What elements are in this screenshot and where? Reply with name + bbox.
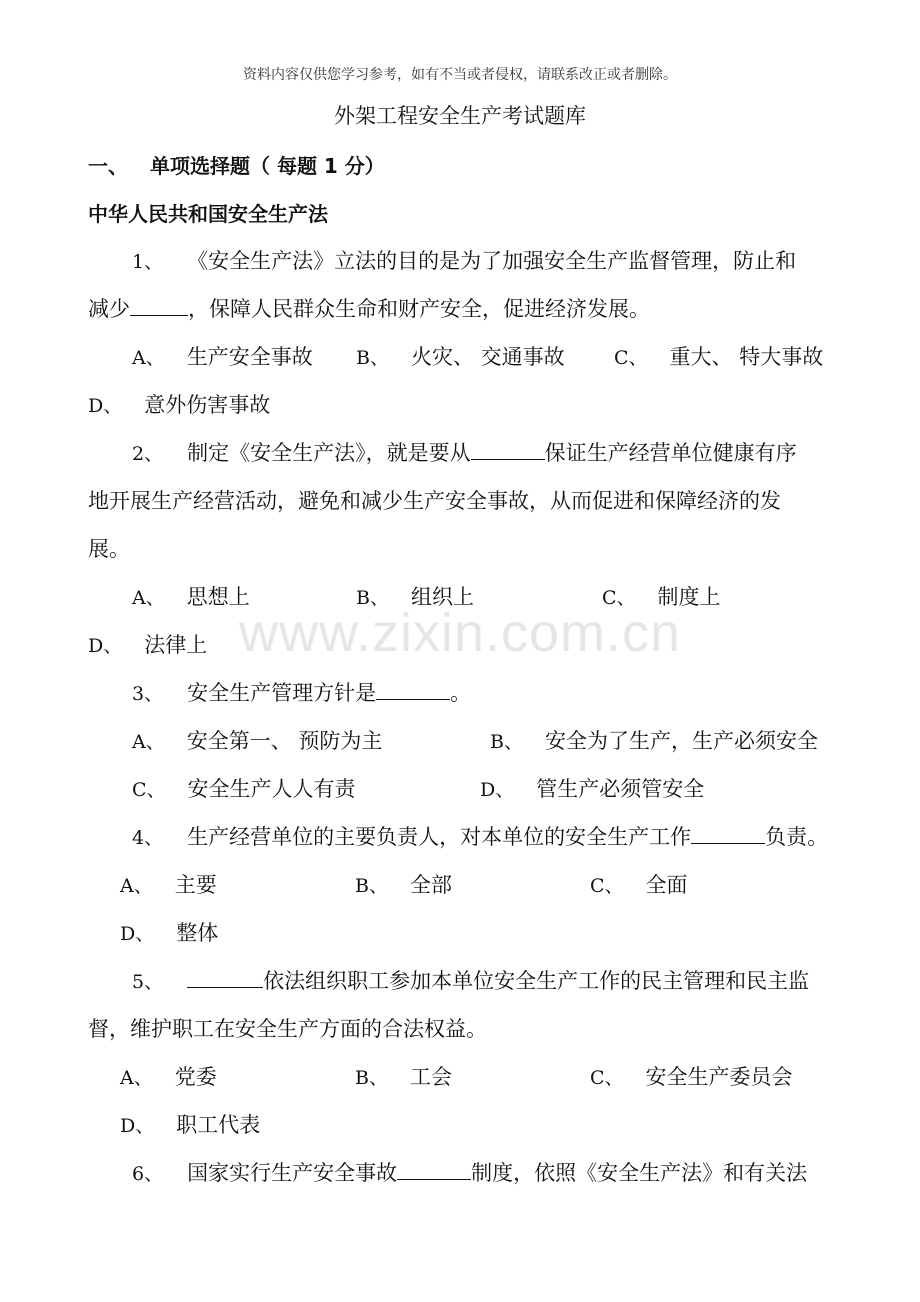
question-5-line-2: 督，维护职工在安全生产方面的合法权益。 (88, 1017, 487, 1041)
option-row (120, 1061, 217, 1091)
option-letter: A、 (132, 347, 165, 369)
answer-blank (397, 1177, 471, 1180)
answer-blank (691, 841, 765, 844)
question-2-line-3: 展。 (88, 537, 130, 561)
option-row (132, 773, 356, 803)
option-text: 安全为了生产，生产必须安全 (544, 729, 818, 753)
option-text: 整体 (176, 921, 219, 945)
option-text: 组织上 (410, 585, 474, 609)
question-4-number: 4、 (132, 827, 164, 849)
question-1-line-1 (132, 245, 796, 275)
option-letter: B、 (490, 731, 523, 753)
question-4-text-after-blank: 负责。 (765, 825, 829, 849)
option-row (132, 581, 250, 611)
option-text: 法律上 (144, 633, 208, 657)
question-3-text-after-blank: 。 (450, 681, 472, 705)
question-3-number: 3、 (132, 683, 164, 705)
option-letter: B、 (355, 875, 388, 897)
answer-blank (376, 697, 450, 700)
option-text: 安全生产委员会 (645, 1065, 793, 1089)
option-letter: D、 (120, 923, 155, 945)
option-letter: C、 (590, 875, 624, 897)
option-row (614, 341, 823, 371)
option-text: 制度上 (657, 585, 721, 609)
question-6-number: 6、 (132, 1163, 164, 1185)
option-letter: C、 (132, 779, 166, 801)
option-row (480, 773, 704, 803)
watermark: www.zixin.com.cn (238, 603, 682, 663)
option-row (88, 629, 207, 659)
copyright-notice: 资料内容仅供您学习参考，如有不当或者侵权，请联系改正或者删除。 (243, 67, 677, 83)
option-row (120, 917, 218, 947)
option-row (355, 869, 452, 899)
option-row (132, 341, 313, 371)
option-text: 火灾、 交通事故 (410, 345, 565, 369)
question-2-text-after-blank: 保证生产经营单位健康有序 (544, 441, 797, 465)
option-text: 思想上 (186, 585, 250, 609)
option-letter: D、 (88, 395, 123, 417)
question-1-text-before-blank: 减少 (88, 297, 130, 321)
section-heading (88, 150, 385, 179)
question-1-number: 1、 (132, 251, 164, 273)
question-2-line-1 (132, 437, 797, 467)
option-row (490, 725, 818, 755)
question-3-text-before-blank: 安全生产管理方针是 (187, 681, 377, 705)
document-title: 外架工程安全生产考试题库 (334, 104, 586, 128)
option-row (356, 341, 565, 371)
option-letter: C、 (590, 1067, 624, 1089)
section-title: 单项选择题（ 每题 1 分） (150, 154, 385, 178)
option-text: 工会 (409, 1065, 452, 1089)
option-row (590, 1061, 793, 1091)
option-letter: A、 (132, 587, 165, 609)
option-text: 安全生产人人有责 (187, 777, 356, 801)
question-5-number: 5、 (132, 971, 164, 993)
option-row (132, 725, 382, 755)
option-letter: B、 (356, 587, 389, 609)
question-5-text-after-blank: 依法组织职工参加本单位安全生产工作的民主管理和民主监 (263, 969, 810, 993)
option-letter: D、 (120, 1115, 155, 1137)
option-row (356, 581, 474, 611)
question-6-text-after-blank: 制度，依照《安全生产法》和有关法 (471, 1161, 808, 1185)
option-row (120, 869, 217, 899)
option-row (355, 1061, 452, 1091)
option-text: 全面 (645, 873, 688, 897)
answer-blank (130, 313, 188, 316)
option-text: 重大、 特大事故 (669, 345, 824, 369)
section-number: 一、 (88, 154, 128, 178)
question-5-line-1 (132, 965, 809, 995)
question-6-text-before-blank: 国家实行生产安全事故 (187, 1161, 398, 1185)
question-2-line-2: 地开展生产经营活动，避免和减少生产安全事故，从而促进和保障经济的发 (88, 489, 781, 513)
option-letter: C、 (614, 347, 648, 369)
option-letter: D、 (88, 635, 123, 657)
subsection-heading: 中华人民共和国安全生产法 (88, 202, 328, 226)
option-letter: A、 (120, 875, 153, 897)
answer-blank (187, 985, 263, 988)
option-letter: D、 (480, 779, 515, 801)
option-text: 主要 (174, 873, 217, 897)
option-text: 党委 (174, 1065, 217, 1089)
question-1-text-after-blank: ，保障人民群众生命和财产安全，促进经济发展。 (188, 297, 650, 321)
option-row (88, 389, 270, 419)
option-text: 职工代表 (176, 1113, 261, 1137)
question-6-line-1 (132, 1157, 807, 1187)
option-text: 意外伤害事故 (144, 393, 271, 417)
question-4-text-before-blank: 生产经营单位的主要负责人，对本单位的安全生产工作 (187, 825, 692, 849)
option-letter: A、 (132, 731, 165, 753)
option-text: 安全第一、 预防为主 (186, 729, 383, 753)
option-text: 生产安全事故 (186, 345, 313, 369)
option-text: 管生产必须管安全 (536, 777, 705, 801)
option-row (590, 869, 688, 899)
question-4-line-1 (132, 821, 828, 851)
option-text: 全部 (409, 873, 452, 897)
question-2-number: 2、 (132, 443, 164, 465)
answer-blank (471, 457, 545, 460)
option-letter: B、 (356, 347, 389, 369)
option-letter: C、 (602, 587, 636, 609)
question-2-text-before-blank: 制定《安全生产法》，就是要从 (187, 441, 471, 465)
question-1-text: 《安全生产法》立法的目的是为了加强安全生产监督管理，防止和 (187, 249, 797, 273)
option-letter: A、 (120, 1067, 153, 1089)
option-letter: B、 (355, 1067, 388, 1089)
option-row (120, 1109, 260, 1139)
option-row (602, 581, 721, 611)
question-1-line-2 (88, 293, 650, 323)
question-3-line-1 (132, 677, 471, 707)
